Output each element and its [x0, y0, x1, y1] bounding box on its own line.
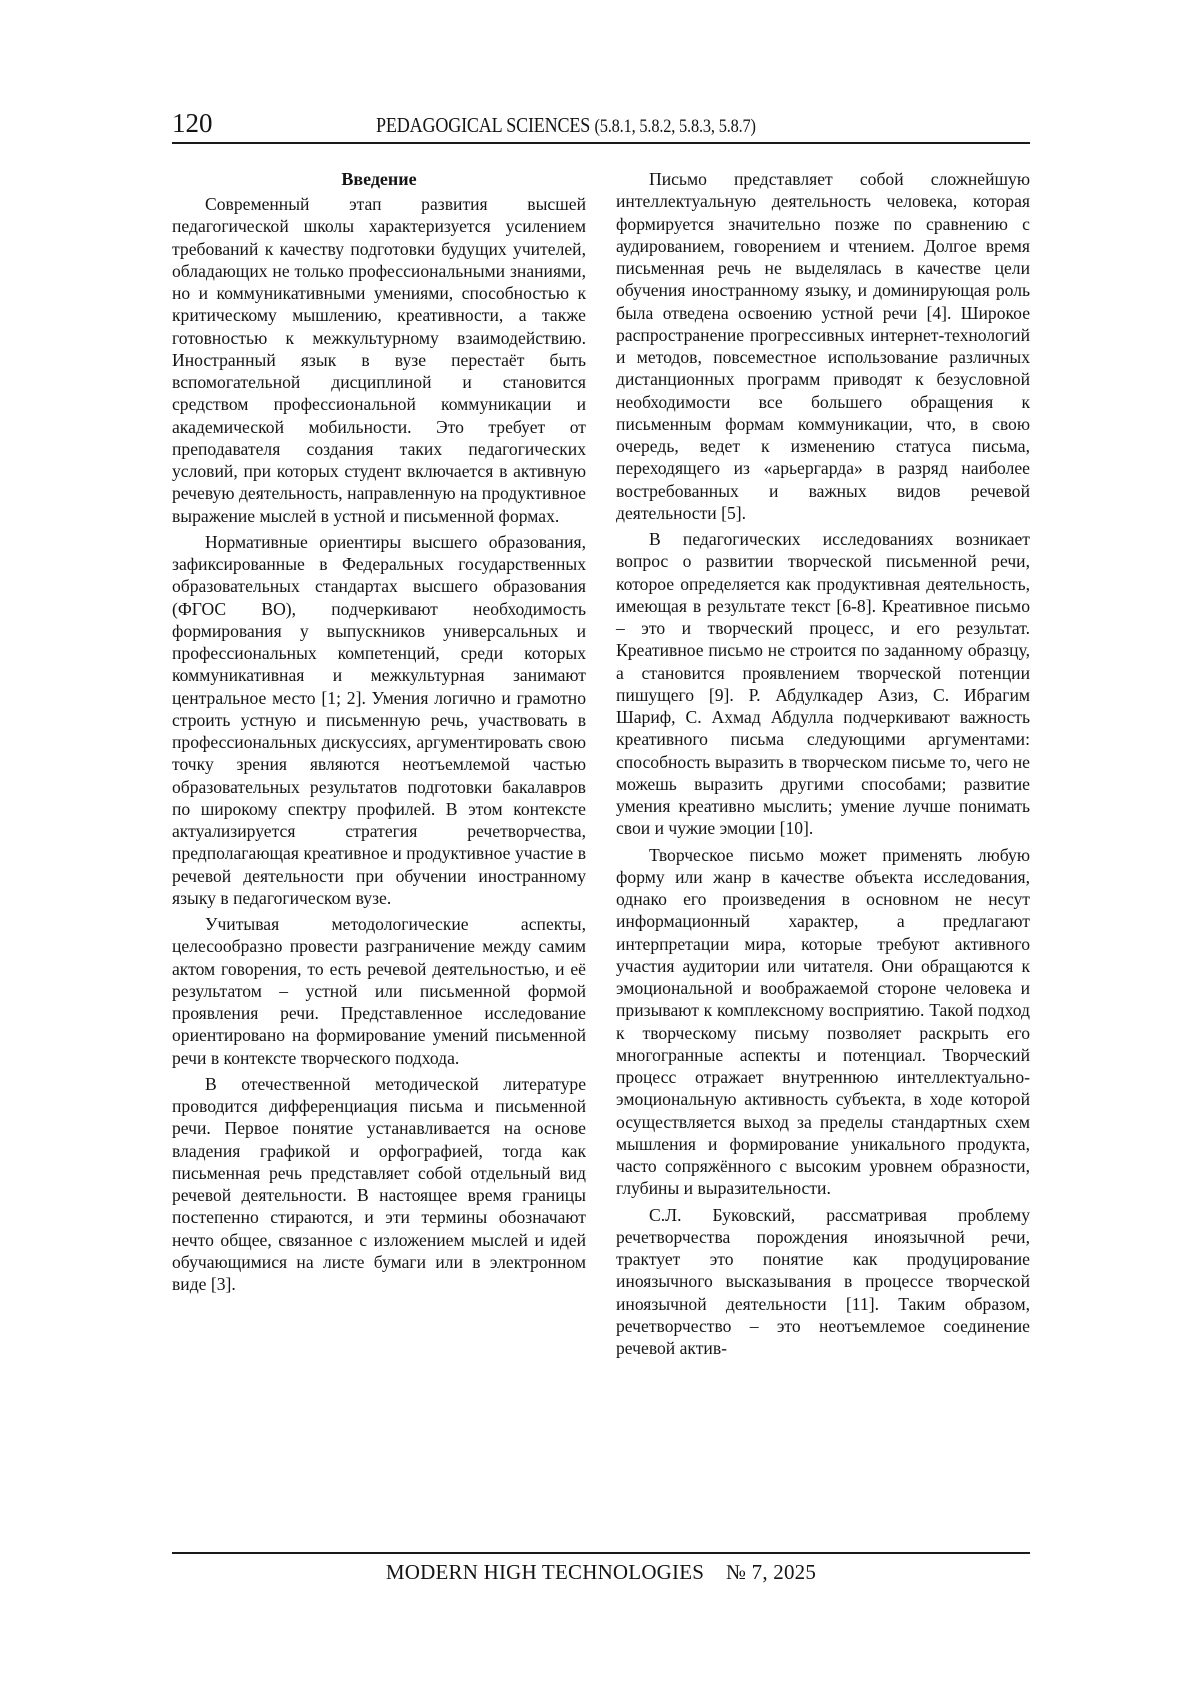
journal-section-title: [376, 112, 756, 140]
running-header: [172, 104, 1030, 144]
page-number: 120: [172, 108, 213, 138]
left-column: [172, 168, 586, 1295]
paragraph: Современный этап развития высшей педагогической школы характеризуется усилением требований к качеству подготовки будущих учителей, обладающих не только профессиональными знаниями, но и коммуникативными умениями, способностью к критическому мышлению, креативности, а также готовностью к межкультурному взаимодействию. Иностранный язык в вузе перестаёт быть вспомогательной дисциплиной и становится средством профессиональной коммуникации и академической мобильности. Это требует от преподавателя создания таких педагогических условий, при которых студент включается в активную речевую деятельность, направленную на продуктивное выражение мыслей в устной и письменной формах.: [172, 194, 586, 526]
paragraph: В педагогических исследованиях возникает вопрос о развитии творческой письменной речи, которое определяется как продуктивная деятельность, имеющая в результате текст [6-8]. Креативное письмо – это и творческий процесс, и его результат. Креативное письмо не строится по заданному образцу, а становится проявлением творческой потенции пишущего [9]. Р. Абдулкадер Азиз, С. Ибрагим Шариф, С. Ахмад Абдулла подчеркивают важность креативного письма следующими аргументами: способность выразить в творческом письме то, чего не можешь выразить другими способами; развитие умения креативно мыслить; умение лучше понимать свои и чужие эмоции [10].: [616, 529, 1030, 839]
paragraph: С.Л. Буковский, рассматривая проблему речетворчества порождения иноязычной речи, трактует это понятие как продуцирование иноязычного высказывания в процессе творческой иноязычной деятельности [11]. Таким образом, речетворчество – это неотъемлемое соединение речевой актив-: [616, 1204, 1030, 1358]
issue-number: № 7, 2025: [725, 1560, 817, 1584]
right-column: [616, 168, 1030, 1359]
journal-page: [172, 0, 1030, 1697]
paragraph: Нормативные ориентиры высшего образования, зафиксированные в Федеральных государственных образовательных стандартах высшего образования (ФГОС ВО), подчеркивают необходимость формирования у выпускников универсальных и профессиональных компетенций, среди которых коммуникативная и межкультурная занимают центральное место [1; 2]. Умения логично и грамотно строить устную и письменную речь, участвовать в профессиональных дискуссиях, аргументировать свою точку зрения являются неотъемлемой частью образовательных результатов подготовки бакалавров по широкому спектру профилей. В этом контексте актуализируется стратегия речетворчества, предполагающая креативное и продуктивное участие в речевой деятельности при обучении иностранному языку в педагогическом вузе.: [172, 531, 586, 908]
paragraph: Творческое письмо может применять любую форму или жанр в качестве объекта исследования, однако его произведения в основном не несут информационный характер, а предлагают интерпретации мира, которые требуют активного участия аудитории или читателя. Они обращаются к эмоциональной и воображаемой стороне человека и призывают к комплексному восприятию. Такой подход к творческому письму позволяет раскрыть его многогранные аспекты и потенциал. Творческий процесс отражает внутреннюю интеллектуально-эмоциональную активность субъекта, в ходе которой осуществляется выход за пределы стандартных схем мышления и формирование уникального продукта, часто сопряжённого с высоким уровнем образности, глубины и выразительности.: [616, 844, 1030, 1199]
paragraph: В отечественной методической литературе проводится дифференциация письма и письменной речи. Первое понятие устанавливается на основе владения графикой и орфографией, тогда как письменная речь представляет собой отдельный вид речевой деятельности. В настоящее время границы постепенно стираются, и эти термины обозначают нечто общее, связанное с изложением мыслей и идей обучающимися на листе бумаги или в электронном виде [3].: [172, 1073, 586, 1294]
paragraph: Письмо представляет собой сложнейшую интеллектуальную деятельность человека, которая формируется значительно позже по сравнению с аудированием, говорением и чтением. Долгое время письменная речь не выделялась в качестве цели обучения иностранному языку, и доминирующая роль была отведена освоению устной речи [4]. Широкое распространение прогрессивных интернет-технологий и методов, повсеместное использование различных дистанционных программ приводят к безусловной необходимости все большего обращения к письменным формам коммуникации, что, в свою очередь, ведет к изменению статуса письма, переходящего из «арьергарда» в разряд наиболее востребованных и важных видов речевой деятельности [5].: [616, 169, 1030, 523]
paragraph: Учитывая методологические аспекты, целесообразно провести разграничение между самим актом говорения, то есть речевой деятельностью, и её результатом – устной или письменной формой проявления речи. Представленное исследование ориентировано на формирование умений письменной речи в контексте творческого подхода.: [172, 914, 586, 1068]
running-footer: [172, 1552, 1030, 1585]
section-heading-introduction: Введение: [341, 169, 417, 189]
journal-title: MODERN HIGH TECHNOLOGIES: [385, 1560, 705, 1584]
section-name: PEDAGOGICAL SCIENCES: [376, 113, 591, 137]
section-codes: (5.8.1, 5.8.2, 5.8.3, 5.8.7): [594, 116, 756, 137]
